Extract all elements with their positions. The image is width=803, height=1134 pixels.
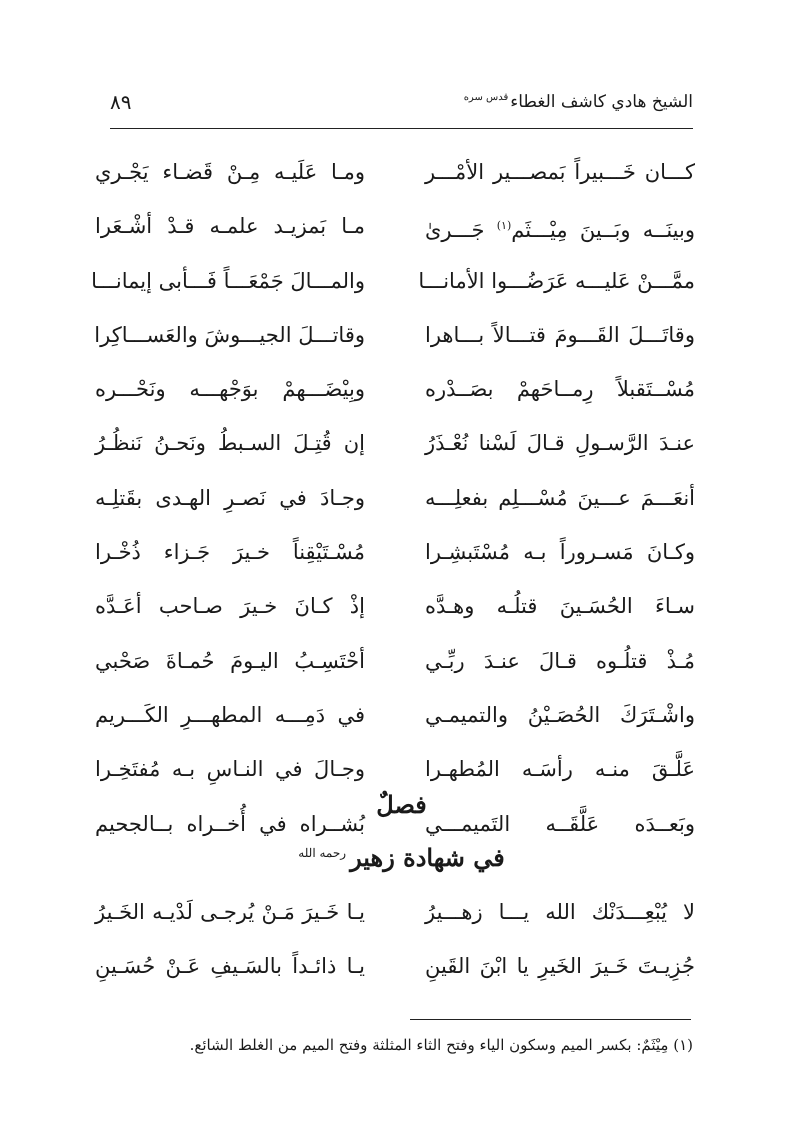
verse	[95, 315, 695, 369]
section-subtitle-text: في شهادة زهير	[350, 843, 505, 872]
running-title-text: الشيخ هادي كاشف الغطاء	[510, 92, 693, 112]
verse-first-hemistich: أنعَـــمَ عـــينَ مُسْـــلِم بفعلِـــه	[425, 485, 695, 510]
footnote-divider	[410, 1019, 691, 1020]
verse-first-hemistich: عنـدَ الرَّسـولِ قـالَ لَسْنا نُعْـذَرُ	[425, 431, 695, 456]
verse-text: وبينَــه وبَــينَ مِيْـــثَم	[511, 218, 696, 243]
verse-first-hemistich: وكـانَ مَسـروراً بـه مُسْتَبشِـرا	[425, 540, 695, 565]
verse	[95, 478, 695, 532]
poem-block	[91, 152, 696, 858]
verse-text: جَـــرىٰ	[425, 218, 497, 243]
verse	[95, 586, 695, 640]
verse	[95, 892, 695, 946]
verse-second-hemistich: وجـالَ في النـاسِ بـه مُفتَخِـرا	[95, 757, 365, 782]
verse-first-hemistich: واشْـتَرَكَ الحُصَـيْنُ والتميمـي	[425, 702, 695, 727]
verse	[95, 369, 695, 423]
honorific-mark: قدس سره	[463, 92, 509, 104]
running-title	[464, 92, 693, 112]
verse-second-hemistich: بُشــراه في أُخــراه بــالجحيم	[95, 811, 365, 836]
verse-first-hemistich: وقاتَـــلَ القَـــومَ قتـــالاً بـــاهرا	[425, 322, 695, 347]
verse	[95, 641, 695, 695]
page-header	[110, 86, 693, 120]
header-divider	[110, 128, 693, 129]
verse	[91, 261, 695, 315]
verse-first-hemistich: لا يُبْعِـــدَنْك الله يـــا زهـــيرُ	[425, 900, 695, 924]
verse-first-hemistich: مُـذْ قتلُـوه قـالَ عنـدَ ربِّـي	[425, 648, 695, 673]
footnote-reference[interactable]: (١)	[496, 219, 512, 233]
page-number: ٨٩	[110, 90, 132, 114]
verse-first-hemistich: عَلَّـقَ منـه رأسَـه المُطهـرا	[425, 757, 695, 782]
verse-second-hemistich: في دَمِـــه المطهـــرِ الكَـــريم	[95, 702, 365, 727]
verse-first-hemistich: سـاءَ الحُسَـينَ قتلُـه وهـدَّه	[425, 594, 695, 619]
verse-second-hemistich: أحْتَسِـبُ اليـومَ حُمـاةَ صَحْبي	[95, 648, 365, 673]
honorific-mark: رحمه الله	[298, 846, 347, 860]
poem-block	[95, 892, 695, 1000]
verse-second-hemistich: يـا خَـيرَ مَـنْ يُرجـى لَدْيـه الخَـيرُ	[95, 900, 365, 924]
verse	[95, 532, 695, 586]
verse-first-hemistich	[425, 206, 695, 250]
verse	[95, 946, 695, 1000]
verse-second-hemistich: إن قُتِـلَ السـبطُ ونَحـنُ نَنظُـرُ	[95, 431, 365, 456]
verse-first-hemistich: مُسْــتَقبلاً رِمــاحَهمْ بصَــدْره	[425, 377, 695, 402]
verse-second-hemistich: يـا ذائـداً بالسَـيفِ عَـنْ حُسَـينِ	[95, 954, 365, 978]
verse	[95, 152, 695, 206]
verse-second-hemistich: وبِيْضَـــهمْ بوَجْهـــه ونَحْـــره	[95, 377, 365, 402]
verse-first-hemistich: جُزِيـتَ خَـيرَ الخَيرِ يا ابْنَ القَينِ	[425, 954, 695, 978]
section-title: فصلٌ	[376, 790, 427, 819]
verse-second-hemistich: إذْ كـانَ خـيرَ صـاحب أعَـدَّه	[95, 594, 365, 619]
verse-second-hemistich: ومـا عَلَيـه مِـنْ قَضـاء يَجْـري	[95, 160, 365, 184]
verse-second-hemistich: وجـادَ في نَصـرِ الهـدى بقَتلِـه	[95, 485, 365, 510]
verse-second-hemistich: والمـــالَ جَمْعَـــاً فَـــأبى إيمانـــا	[91, 268, 365, 293]
footnote: (١) مِيْثَمٌ: بكسر الميم وسكون الياء وفتح الثاء المثلثة وفتح الميم من الغلط الشائع.	[189, 1036, 693, 1054]
verse	[95, 695, 695, 749]
verse-second-hemistich: مُسْـتَيْقِناً خـيرَ جَـزاء ذُخْـرا	[95, 540, 365, 565]
verse-first-hemistich: وبَعــدَه عَلَّقَــه التَميمـــي	[425, 811, 695, 836]
verse-first-hemistich: كـــان خَـــبيراً بَمصـــير الأمْـــر	[425, 160, 695, 184]
verse	[95, 423, 695, 477]
verse-first-hemistich: ممَّـــنْ عَليـــه عَرَضُـــوا الأمانـــا	[418, 268, 695, 293]
section-subtitle	[0, 843, 803, 872]
verse	[95, 206, 695, 260]
verse-second-hemistich: وقاتـــلَ الجيـــوشَ والعَســـاكِرا	[94, 322, 365, 347]
verse-second-hemistich: مـا بَمزيـد علمـه قـدْ أشْـعَرا	[95, 214, 365, 239]
